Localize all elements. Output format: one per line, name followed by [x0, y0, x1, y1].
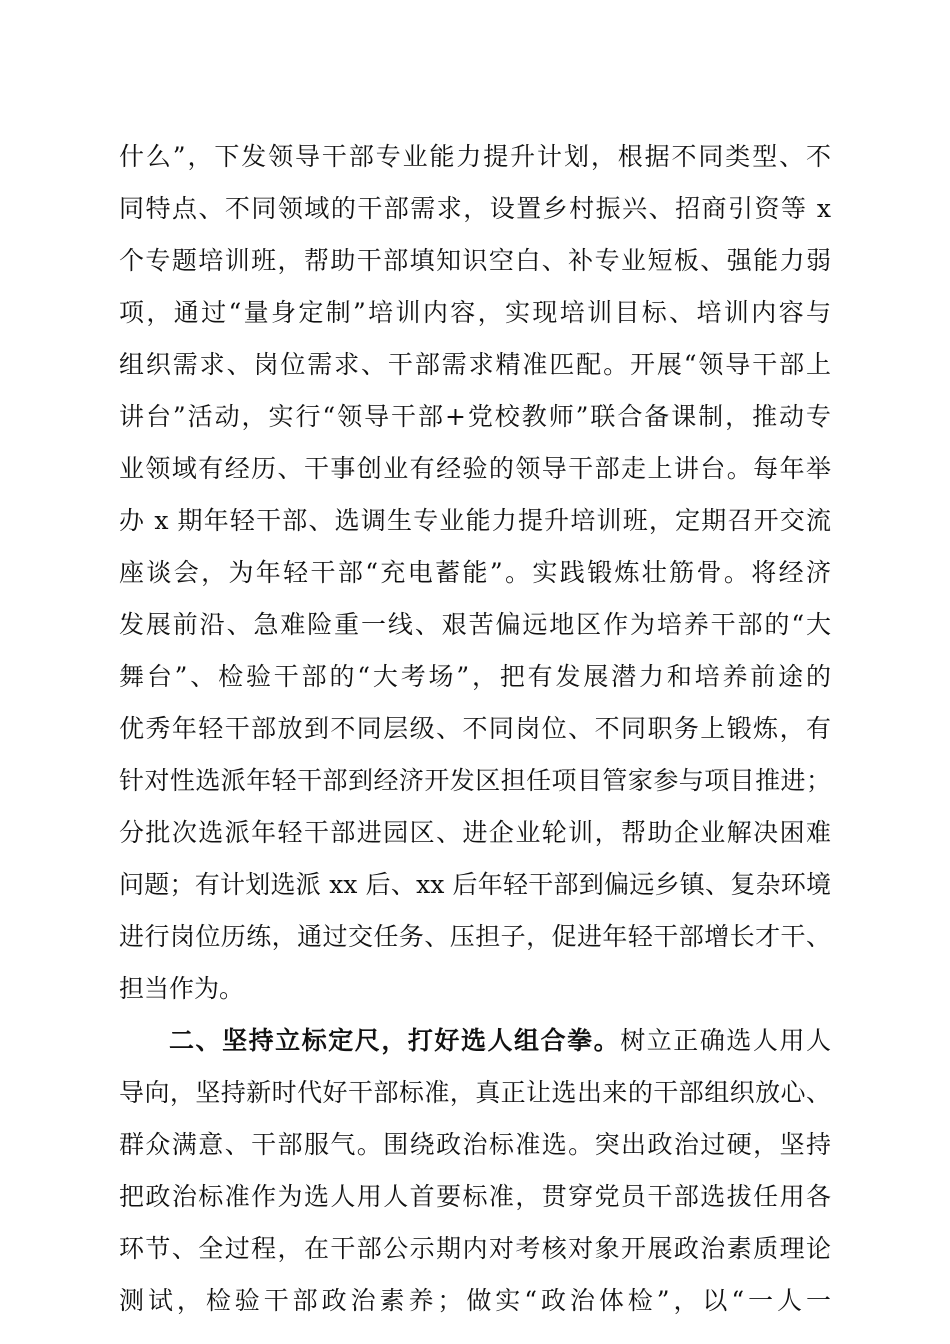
text-line: 环节、全过程，在干部公示期内对考核对象开展政治素质理论	[119, 1234, 831, 1263]
text-line: 舞台”、检验干部的“大考场”，把有发展潜力和培养前途的	[119, 662, 831, 691]
text-line: 担当作为。	[119, 974, 245, 1003]
text-line: 分批次选派年轻干部进园区、进企业轮训，帮助企业解决困难	[119, 818, 831, 847]
text-line: 发展前沿、急难险重一线、艰苦偏远地区作为培养干部的“大	[119, 610, 831, 639]
text-line: 同特点、不同领域的干部需求，设置乡村振兴、招商引资等 x	[119, 194, 831, 223]
text-line: 什么”，下发领导干部专业能力提升计划，根据不同类型、不	[119, 142, 831, 171]
text-line: 针对性选派年轻干部到经济开发区担任项目管家参与项目推进；	[119, 766, 831, 795]
text-line: 座谈会，为年轻干部“充电蓄能”。实践锻炼壮筋骨。将经济	[119, 558, 831, 587]
text-line: 把政治标准作为选人用人首要标准，贯穿党员干部选拔任用各	[119, 1182, 831, 1211]
text-line: 组织需求、岗位需求、干部需求精准匹配。开展“领导干部上	[119, 350, 831, 379]
text-line: 导向，坚持新时代好干部标准，真正让选出来的干部组织放心、	[119, 1078, 831, 1107]
text-line: 个专题培训班，帮助干部填知识空白、补专业短板、强能力弱	[119, 246, 831, 275]
text-line: 进行岗位历练，通过交任务、压担子，促进年轻干部增长才干、	[119, 922, 831, 951]
text-line: 业领域有经历、干事创业有经验的领导干部走上讲台。每年举	[119, 454, 831, 483]
text-line: 优秀年轻干部放到不同层级、不同岗位、不同职务上锻炼，有	[119, 714, 831, 743]
text-line: 问题；有计划选派 xx 后、xx 后年轻干部到偏远乡镇、复杂环境	[119, 870, 831, 899]
text-line: 办 x 期年轻干部、选调生专业能力提升培训班，定期召开交流	[119, 506, 831, 535]
section-heading: 二、坚持立标定尺，打好选人组合拳。	[169, 1026, 621, 1055]
text-line: 群众满意、干部服气。围绕政治标准选。突出政治过硬，坚持	[119, 1130, 831, 1159]
text-line: 测试，检验干部政治素养；做实“政治体检”，以“一人一	[119, 1286, 831, 1315]
text-line: 讲台”活动，实行“领导干部+党校教师”联合备课制，推动专	[119, 402, 831, 431]
section-heading-rest: 树立正确选人用人	[620, 1026, 831, 1055]
section-heading-line	[169, 1026, 831, 1056]
text-line: 项，通过“量身定制”培训内容，实现培训目标、培训内容与	[119, 298, 831, 327]
